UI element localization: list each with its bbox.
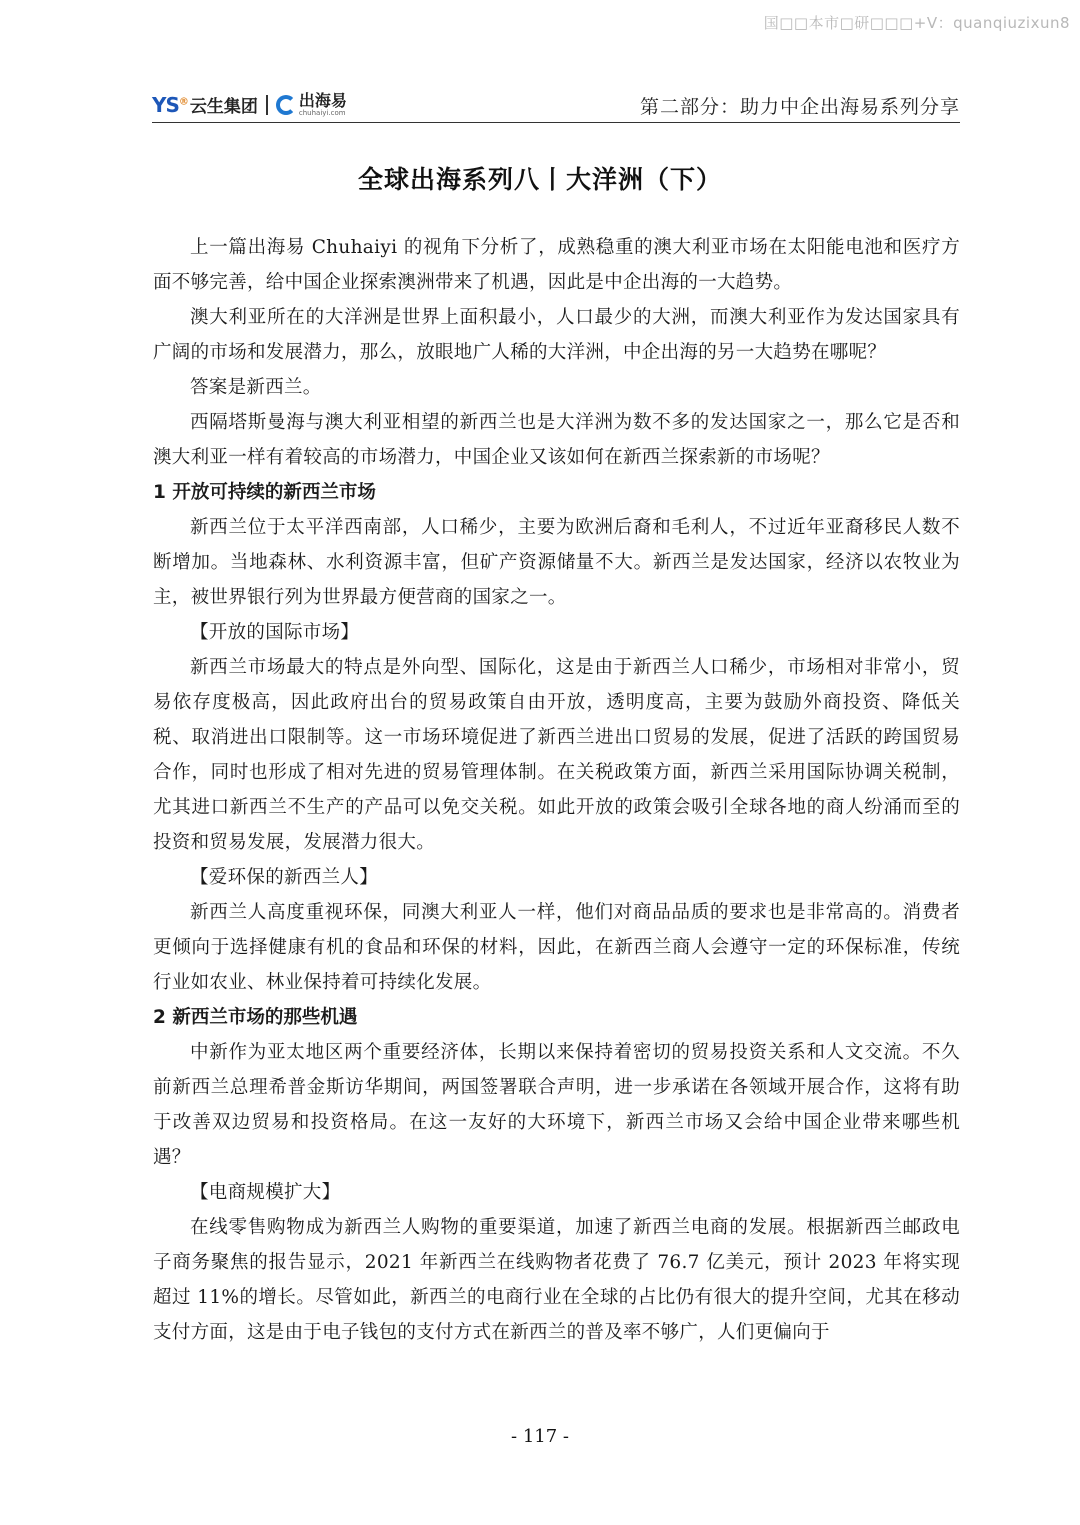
- brand-logo: [152, 92, 347, 117]
- paragraph: 西隔塔斯曼海与澳大利亚相望的新西兰也是大洋洲为数不多的发达国家之一，那么它是否和澳大利亚一样有着较高的市场潜力，中国企业又该如何在新西兰探索新的市场呢？: [153, 412, 960, 468]
- paragraph: 在线零售购物成为新西兰人购物的重要渠道，加速了新西兰电商的发展。根据新西兰邮政电子商务聚焦的报告显示，2021 年新西兰在线购物者花费了 76.7 亿美元，预计 2023 年将实现超过 11%的增长。尽管如此，新西兰的电商行业在全球的占比仍有很大的提升空间，尤其在移动支付方面，这是由于电子钱包的支付方式在新西兰的普及率不够广，人们更偏向于: [153, 1217, 960, 1343]
- subheading: 【电商规模扩大】: [190, 1182, 341, 1203]
- watermark-text: 国□□本市□研□□□+V：quanqiuzixun8: [763, 14, 1070, 32]
- section-title: 第二部分：助力中企出海易系列分享: [639, 96, 960, 118]
- chuhaiyi-name: 出海易: [298, 90, 347, 110]
- section-heading: 2 新西兰市场的那些机遇: [153, 1007, 358, 1028]
- chuhaiyi-url: chuhaiyi.com: [298, 108, 346, 117]
- paragraph: 上一篇出海易 Chuhaiyi 的视角下分析了，成熟稳重的澳大利亚市场在太阳能电池和医疗方面不够完善，给中国企业探索澳洲带来了机遇，因此是中企出海的一大趋势。: [153, 237, 960, 293]
- subheading: 【爱环保的新西兰人】: [190, 867, 379, 888]
- chuhaiyi-logo-text: [298, 90, 347, 117]
- paragraph: 答案是新西兰。: [190, 377, 322, 398]
- paragraph: 新西兰位于太平洋西南部，人口稀少，主要为欧洲后裔和毛利人，不过近年亚裔移民人数不断增加。当地森林、水利资源丰富，但矿产资源储量不大。新西兰是发达国家，经济以农牧业为主，被世界银行列为世界最方便营商的国家之一。: [153, 517, 960, 608]
- page-header: [152, 88, 960, 123]
- article-title: 全球出海系列八丨大洋洲（下）: [357, 165, 722, 194]
- paragraph: 新西兰人高度重视环保，同澳大利亚人一样，他们对商品品质的要求也是非常高的。消费者更倾向于选择健康有机的食品和环保的材料，因此，在新西兰商人会遵守一定的环保标准，传统行业如农业、林业保持着可持续化发展。: [153, 902, 960, 993]
- subheading: 【开放的国际市场】: [190, 622, 360, 643]
- ys-logo-text: YS®: [152, 92, 188, 117]
- page-number: - 117 -: [511, 1426, 569, 1447]
- yunsheng-group-name: 云生集团: [189, 97, 258, 117]
- section-heading: 1 开放可持续的新西兰市场: [153, 482, 376, 503]
- paragraph: 新西兰市场最大的特点是外向型、国际化，这是由于新西兰人口稀少，市场相对非常小，贸易依存度极高，因此政府出台的贸易政策自由开放，透明度高，主要为鼓励外商投资、降低关税、取消进出口限制等。这一市场环境促进了新西兰进出口贸易的发展，促进了活跃的跨国贸易合作，同时也形成了相对先进的贸易管理体制。在关税政策方面，新西兰采用国际协调关税制，尤其进口新西兰不生产的产品可以免交关税。如此开放的政策会吸引全球各地的商人纷涌而至的投资和贸易发展，发展潜力很大。: [153, 657, 960, 853]
- paragraph: 澳大利亚所在的大洋洲是世界上面积最小，人口最少的大洲，而澳大利亚作为发达国家具有广阔的市场和发展潜力，那么，放眼地广人稀的大洋洲，中企出海的另一大趋势在哪呢？: [153, 307, 960, 363]
- paragraph: 中新作为亚太地区两个重要经济体，长期以来保持着密切的贸易投资关系和人文交流。不久前新西兰总理希普金斯访华期间，两国签署联合声明，进一步承诺在各领域开展合作，这将有助于改善双边贸易和投资格局。在这一友好的大环境下，新西兰市场又会给中国企业带来哪些机遇？: [153, 1042, 960, 1168]
- chuhaiyi-logo-icon: [276, 95, 296, 115]
- article-body: [153, 230, 960, 1350]
- logo-divider: [266, 95, 268, 115]
